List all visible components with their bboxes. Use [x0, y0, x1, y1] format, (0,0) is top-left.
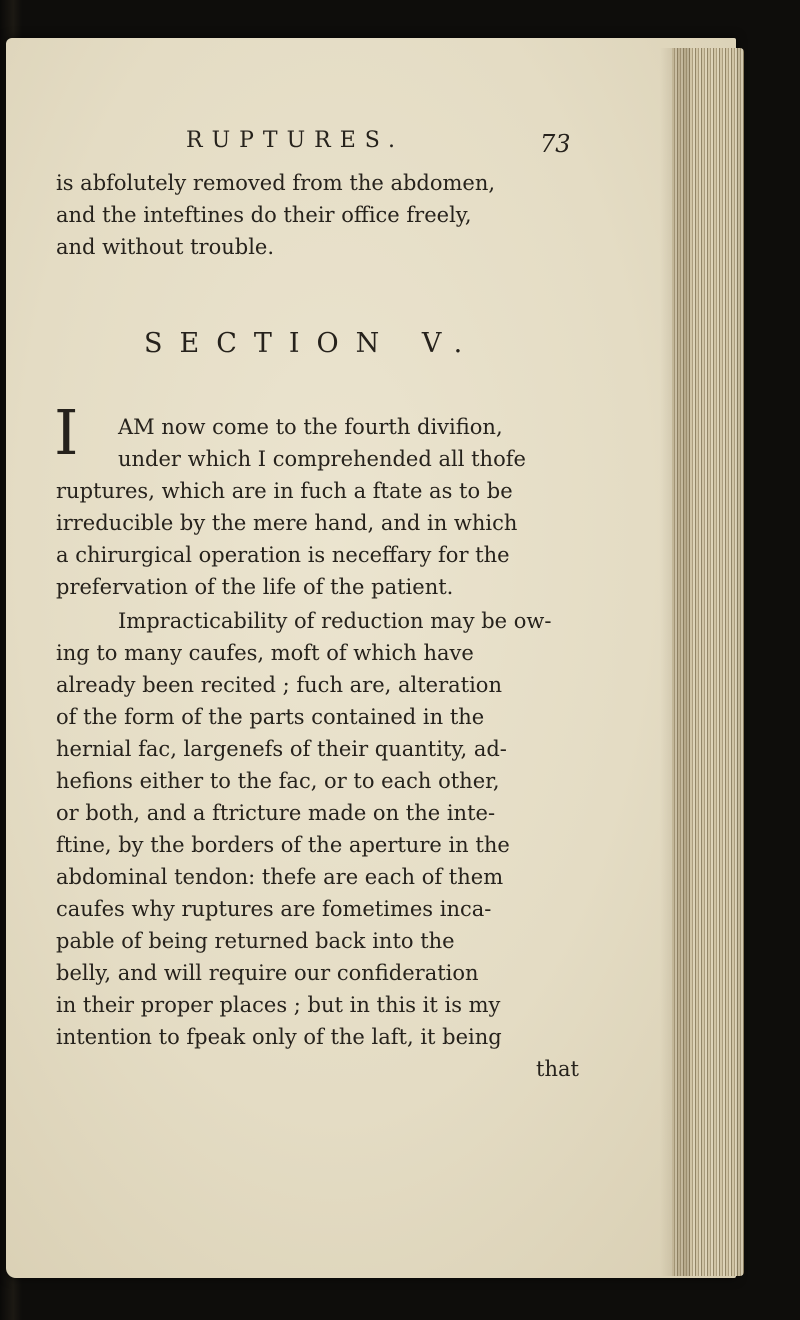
running-head: RUPTURES. [186, 128, 405, 153]
text-line: and the inteftines do their office freely, [56, 203, 472, 227]
text-line: already been recited ; fuch are, alteration [56, 673, 502, 697]
text-line: hefions either to the fac, or to each other, [56, 769, 500, 793]
text-line: pable of being returned back into the [56, 929, 455, 953]
text-line: in their proper places ; but in this it is my [56, 993, 501, 1017]
text-line: of the form of the parts contained in the [56, 705, 485, 729]
text-line: ftine, by the borders of the aperture in the [56, 833, 510, 857]
text-line: prefervation of the life of the patient. [56, 575, 454, 599]
text-line: irreducible by the mere hand, and in which [56, 511, 518, 535]
text-line: is abfolutely removed from the abdomen, [56, 171, 496, 195]
text-line: caufes why ruptures are fometimes inca- [56, 897, 492, 921]
page-number: 73 [540, 130, 571, 158]
text-line: a chirurgical operation is neceffary for the [56, 543, 510, 567]
text-line: AM now come to the fourth divifion, [118, 415, 503, 439]
text-line: or both, and a ftricture made on the inte- [56, 801, 496, 825]
section-heading: SECTION V. [144, 328, 480, 359]
catchword: that [536, 1057, 579, 1081]
text-line: abdominal tendon: thefe are each of them [56, 865, 504, 889]
fore-edge-shadow [660, 48, 690, 1276]
text-line: and without trouble. [56, 235, 275, 259]
text-line: ing to many caufes, moft of which have [56, 641, 474, 665]
text-line: belly, and will require our confideration [56, 961, 479, 985]
text-line: under which I comprehended all thofe [118, 447, 526, 471]
text-line: hernial fac, largenefs of their quantity, ad- [56, 737, 507, 761]
drop-cap: I [54, 396, 79, 469]
text-line: intention to fpeak only of the laft, it being [56, 1025, 502, 1049]
text-line: Impracticability of reduction may be ow- [118, 609, 552, 633]
text-line: ruptures, which are in fuch a ftate as to be [56, 479, 513, 503]
